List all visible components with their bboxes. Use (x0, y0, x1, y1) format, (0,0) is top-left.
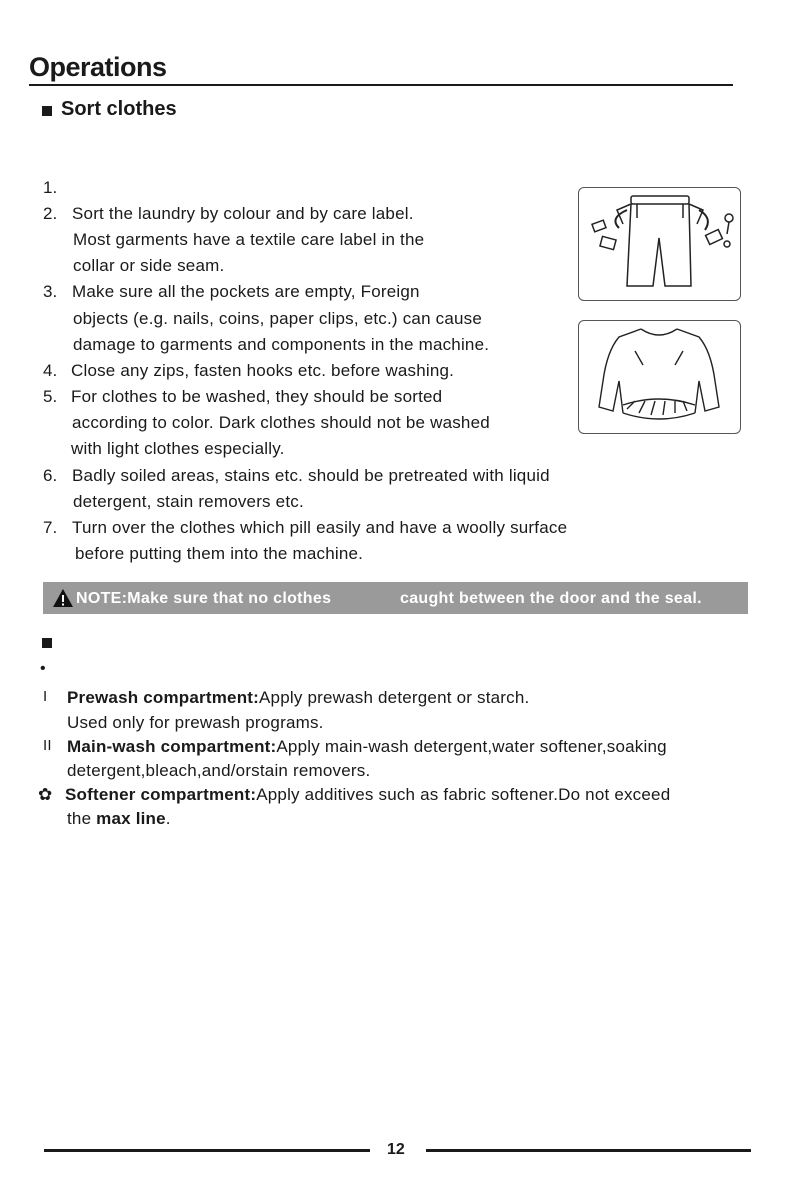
compartment-text: Apply additives such as fabric softener.Do not exceed (256, 785, 671, 804)
footer-rule-left (44, 1149, 370, 1152)
bullet-dot: • (40, 660, 46, 677)
list-item-number: 3. (43, 282, 58, 301)
page-number: 12 (387, 1141, 405, 1158)
list-item-number: 1. (43, 178, 58, 197)
note-text-part1: NOTE:Make sure that no clothes (76, 590, 332, 607)
warning-icon (52, 588, 74, 608)
compartment-line (67, 737, 667, 757)
sweater-icon (579, 321, 740, 433)
compartment-marker: II (43, 737, 52, 754)
compartment-line (67, 809, 171, 829)
compartment-text: Apply main-wash detergent,water softener,soaking (276, 737, 667, 756)
compartment-line (65, 785, 670, 805)
list-item-number: 5. (43, 387, 58, 406)
page-title: Operations (29, 52, 167, 82)
section-heading: Sort clothes (61, 98, 177, 120)
compartment-label: Softener compartment: (65, 785, 257, 804)
list-item-text: For clothes to be washed, they should be sorted (71, 387, 443, 406)
compartment-text: detergent,bleach,and/orstain removers. (67, 761, 371, 780)
note-banner (43, 582, 748, 614)
compartment-text: . (165, 809, 171, 828)
trousers-icon (579, 188, 740, 300)
compartment-label: Main-wash compartment: (67, 737, 277, 756)
list-item-number: 6. (43, 466, 58, 485)
compartment-text: the (67, 809, 97, 828)
list-item-text: collar or side seam. (73, 256, 225, 275)
list-item-text: detergent, stain removers etc. (73, 492, 304, 511)
compartment-marker: I (43, 688, 48, 705)
footer-rule-right (426, 1149, 751, 1152)
list-item-text: Sort the laundry by colour and by care label. (72, 204, 414, 223)
max-line-label: max line (96, 809, 166, 828)
list-item-text: before putting them into the machine. (75, 544, 364, 563)
sweater-illustration (578, 320, 741, 434)
trousers-illustration (578, 187, 741, 301)
compartment-text: Used only for prewash programs. (67, 713, 324, 732)
list-item-text: according to color. Dark clothes should not be washed (72, 413, 490, 432)
compartment-label: Prewash compartment: (67, 688, 259, 707)
list-item-text: objects (e.g. nails, coins, paper clips, etc.) can cause (73, 309, 483, 328)
list-item-text: Turn over the clothes which pill easily and have a woolly surface (72, 518, 568, 537)
list-item-number: 7. (43, 518, 58, 537)
list-item-text: with light clothes especially. (71, 439, 285, 458)
list-item-text: Most garments have a textile care label in the (73, 230, 425, 249)
title-divider (29, 84, 733, 86)
list-item-number: 2. (43, 204, 58, 223)
note-text-part2: caught between the door and the seal. (400, 590, 702, 607)
flower-icon: ✿ (38, 785, 53, 804)
list-item-text: Make sure all the pockets are empty, Foreign (72, 282, 420, 301)
section-bullet (42, 638, 52, 648)
list-item-text: Badly soiled areas, stains etc. should be pretreated with liquid (72, 466, 550, 485)
list-item-number: 4. (43, 361, 58, 380)
compartment-text: Apply prewash detergent or starch. (259, 688, 530, 707)
section-bullet (42, 106, 52, 116)
list-item-text: Close any zips, fasten hooks etc. before washing. (71, 361, 455, 380)
compartment-line (67, 688, 529, 708)
list-item-text: damage to garments and components in the machine. (73, 335, 490, 354)
